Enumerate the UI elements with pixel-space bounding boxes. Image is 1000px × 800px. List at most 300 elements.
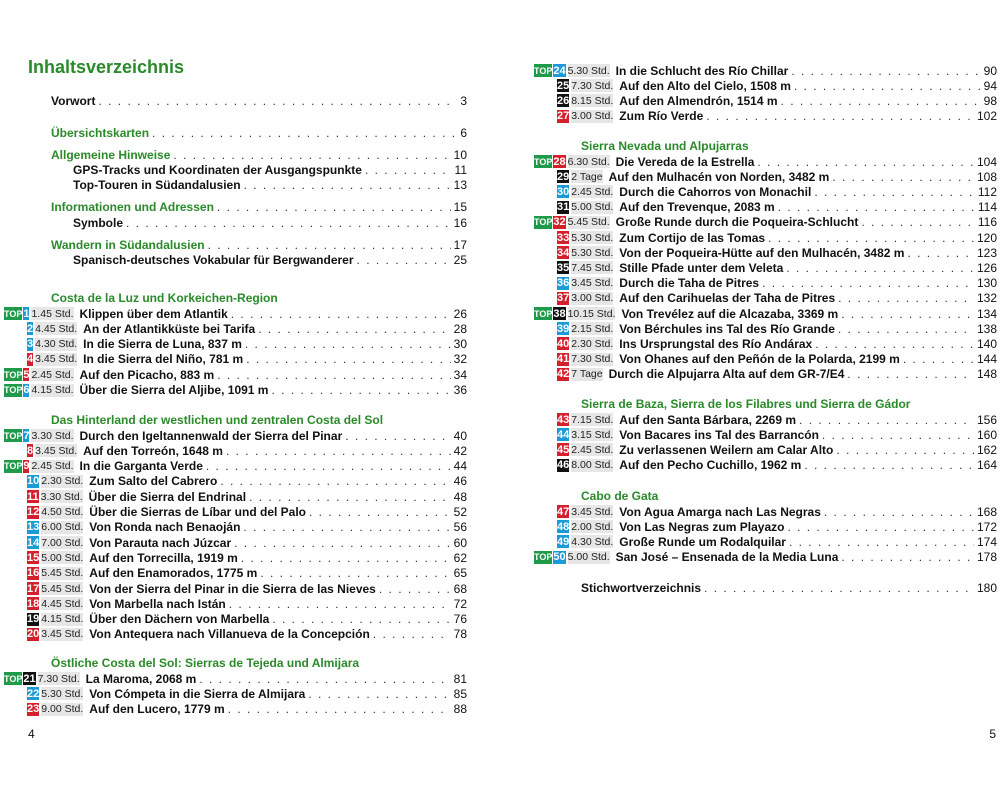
leader-dots: [98, 94, 457, 108]
tour-page: 60: [453, 535, 467, 550]
tour-entry: [534, 519, 997, 534]
toc-entry-title: Allgemeine Hinweise: [51, 147, 171, 162]
tour-entry: [4, 520, 467, 535]
tour-page: 178: [976, 550, 997, 565]
tour-page: 48: [453, 489, 467, 504]
tour-duration: 3.45 Std.: [571, 505, 614, 518]
section-heading: Cabo de Gata: [581, 489, 659, 503]
tour-entry: [534, 550, 997, 565]
tour-number-badge: 1: [23, 307, 30, 320]
tour-entry: [4, 581, 467, 596]
toc-entry-title: Symbole: [73, 215, 124, 230]
tour-page: 156: [976, 412, 997, 427]
tour-number-badge: 19: [27, 613, 40, 626]
tour-entry: [534, 78, 997, 93]
tour-number-badge: 34: [557, 246, 570, 259]
tour-duration: 7.00 Std.: [41, 536, 84, 549]
tour-duration: 4.15 Std.: [31, 384, 74, 396]
toc-entry-title: Wandern in Südandalusien: [51, 237, 205, 252]
tour-page: 30: [453, 337, 467, 352]
leader-dots: [226, 444, 451, 458]
tour-title: Auf den Picacho, 883 m: [79, 367, 215, 382]
leader-dots: [786, 261, 974, 275]
tour-number-badge: 37: [557, 292, 570, 305]
tour-page: 114: [977, 200, 997, 215]
tour-title: Auf den Pecho Cuchillo, 1962 m: [619, 458, 802, 473]
tour-entry: [4, 459, 467, 474]
tour-title: Von Marbella nach Istán: [89, 596, 226, 611]
leader-dots: [357, 253, 451, 267]
tour-duration: 5.00 Std.: [571, 201, 614, 214]
tour-title: La Maroma, 2068 m: [85, 671, 197, 686]
tour-title: Über die Sierra del Endrinal: [88, 489, 247, 504]
leader-dots: [228, 702, 451, 716]
tour-title: Von Agua Amarga nach Las Negras: [619, 504, 821, 519]
leader-dots: [861, 215, 975, 229]
tour-title: Durch die Cahorros von Monachil: [619, 184, 812, 199]
tour-page: 98: [983, 93, 997, 108]
toc-entry: [73, 215, 467, 230]
leader-dots: [841, 550, 974, 564]
tour-duration: 2.00 Std.: [571, 520, 614, 533]
leader-dots: [217, 368, 450, 382]
leader-dots: [787, 520, 974, 534]
toc-title: Inhaltsverzeichnis: [28, 57, 185, 77]
toc-entry: [73, 162, 467, 177]
tour-duration: 3.45 Std.: [35, 353, 78, 366]
tour-title: Von Bérchules ins Tal des Río Grande: [619, 321, 835, 336]
tour-title: Auf den Enamorados, 1775 m: [89, 566, 258, 581]
tour-page: 26: [453, 306, 467, 321]
tour-number-badge: 38: [553, 307, 566, 320]
tour-duration: 4.15 Std.: [41, 613, 84, 626]
tour-duration: 5.45 Std.: [41, 567, 84, 580]
tour-number-badge: 41: [557, 353, 570, 366]
tour-duration: 3.00 Std.: [571, 110, 614, 123]
tour-entry: [4, 428, 467, 443]
leader-dots: [778, 200, 975, 214]
leader-dots: [815, 337, 974, 351]
tour-number-badge: 47: [557, 505, 570, 518]
tour-number-badge: 7: [23, 429, 30, 442]
tour-page: 130: [976, 276, 997, 291]
leader-dots: [258, 322, 450, 336]
right-page: [500, 0, 1000, 800]
tour-page: 85: [453, 686, 467, 701]
tour-number-badge: 43: [557, 413, 570, 426]
leader-dots: [308, 687, 450, 701]
tour-duration: 5.00 Std.: [41, 551, 84, 564]
toc-entry-page: 10: [453, 147, 467, 162]
tour-duration: 5.45 Std.: [567, 216, 610, 229]
tour-title: Zum Cortijo de las Tomas: [619, 230, 766, 245]
leader-dots: [206, 459, 451, 473]
tour-title: Auf den Santa Bárbara, 2269 m: [619, 412, 797, 427]
toc-entry: [73, 252, 467, 267]
tour-title: Durch die Taha de Pitres: [619, 276, 760, 291]
toc-entry-title: Informationen und Adressen: [51, 199, 214, 214]
leader-dots: [244, 178, 451, 192]
tour-duration: 8.00 Std.: [571, 459, 614, 472]
leader-dots: [838, 322, 974, 336]
tour-entry: [534, 154, 997, 169]
tour-entry: [4, 566, 467, 581]
tour-number-badge: 44: [557, 428, 570, 441]
top-tour-badge: TOP: [4, 308, 23, 319]
tour-page: 102: [976, 109, 997, 124]
tour-duration: 2.45 Std.: [571, 443, 614, 456]
tour-entry: [4, 702, 467, 717]
tour-entry: [534, 200, 997, 215]
toc-entry-title: Stichwortverzeichnis: [581, 580, 702, 595]
tour-number-badge: 17: [27, 582, 40, 595]
tour-number-badge: 23: [27, 703, 40, 716]
leader-dots: [152, 126, 457, 140]
tour-entry: [4, 306, 467, 321]
tour-title: Von Parauta nach Júzcar: [89, 535, 232, 550]
tour-title: Zu verlassenen Weilern am Calar Alto: [619, 442, 834, 457]
tour-entry: [534, 412, 997, 427]
tour-number-badge: 6: [23, 384, 30, 396]
tour-title: Von Bacares ins Tal des Barrancón: [619, 427, 819, 442]
tour-entry: [4, 612, 467, 627]
tour-entry: [4, 535, 467, 550]
tour-entry: [534, 534, 997, 549]
top-tour-badge: TOP: [4, 385, 23, 395]
tour-duration: 5.30 Std.: [571, 231, 614, 244]
tour-title: Zum Río Verde: [619, 109, 704, 124]
leader-dots: [126, 216, 451, 230]
tour-entry: [534, 352, 997, 367]
toc-entry-index: [581, 580, 997, 595]
leader-dots: [199, 672, 450, 686]
tour-duration: 2.15 Std.: [571, 322, 614, 335]
tour-duration: 3.45 Std.: [35, 444, 78, 457]
tour-entry: [4, 443, 467, 458]
tour-page: 160: [976, 427, 997, 442]
toc-entry: [51, 147, 467, 162]
tour-entry: [534, 215, 997, 230]
tour-page: 40: [453, 428, 467, 443]
leader-dots: [246, 352, 450, 366]
tour-page: 68: [453, 581, 467, 596]
tour-title: Stille Pfade unter dem Veleta: [619, 260, 784, 275]
tour-title: Von der Sierra del Pinar in die Sierra de las Nieves: [89, 581, 376, 596]
top-tour-badge: TOP: [534, 308, 553, 319]
tour-duration: 2.45 Std.: [571, 185, 614, 198]
tour-entry: [534, 291, 997, 306]
tour-duration: 2 Tage: [571, 170, 603, 183]
tour-title: San José – Ensenada de la Media Luna: [615, 550, 839, 565]
leader-dots: [231, 307, 451, 321]
tour-duration: 2.30 Std.: [571, 337, 614, 350]
tour-number-badge: 2: [27, 322, 34, 335]
tour-entry: [4, 321, 467, 336]
leader-dots: [229, 597, 451, 611]
leader-dots: [794, 79, 981, 93]
tour-entry: [534, 93, 997, 108]
leader-dots: [241, 551, 451, 565]
top-tour-badge: TOP: [534, 156, 553, 167]
tour-number-badge: 27: [557, 110, 570, 123]
tour-title: Auf den Trevenque, 2083 m: [619, 200, 775, 215]
leader-dots: [762, 276, 974, 290]
tour-page: 44: [453, 459, 467, 474]
leader-dots: [824, 505, 974, 519]
tour-number-badge: 39: [557, 322, 570, 335]
tour-number-badge: 24: [553, 64, 566, 77]
tour-entry: [534, 109, 997, 124]
tour-duration: 7.30 Std.: [571, 79, 614, 92]
tour-duration: 7.30 Std.: [571, 353, 614, 366]
tour-title: Auf den Lucero, 1779 m: [89, 702, 225, 717]
tour-title: Durch den Igeltannenwald der Sierra del Pinar: [79, 428, 343, 443]
tour-number-badge: 31: [557, 201, 570, 214]
tour-title: In die Schlucht des Río Chillar: [615, 63, 789, 78]
tour-duration: 8.15 Std.: [571, 94, 614, 107]
tour-page: 65: [453, 566, 467, 581]
tour-number-badge: 8: [27, 444, 34, 457]
tour-page: 78: [453, 627, 467, 642]
tour-number-badge: 46: [557, 459, 570, 472]
tour-number-badge: 18: [27, 597, 40, 610]
tour-duration: 7.15 Std.: [571, 413, 614, 426]
tour-title: Durch die Alpujarra Alta auf dem GR-7/E4: [608, 367, 845, 382]
tour-number-badge: 12: [27, 506, 40, 518]
tour-title: In die Sierra de Luna, 837 m: [83, 337, 242, 352]
leader-dots: [822, 428, 974, 442]
section-heading: Östliche Costa del Sol: Sierras de Tejeda und Almijara: [51, 656, 360, 670]
top-tour-badge: TOP: [4, 369, 23, 380]
tour-page: 174: [976, 534, 997, 549]
tour-number-badge: 4: [27, 353, 34, 366]
tour-entry: [4, 671, 467, 686]
tour-number-badge: 50: [553, 551, 566, 564]
toc-entry-page: 11: [454, 162, 467, 177]
tour-page: 138: [976, 321, 997, 336]
tour-number-badge: 30: [557, 185, 570, 198]
tour-number-badge: 21: [23, 672, 36, 685]
tour-duration: 9.00 Std.: [41, 703, 84, 716]
top-tour-badge: TOP: [534, 217, 553, 228]
tour-number-badge: 32: [553, 216, 566, 229]
toc-entry-title: Top-Touren in Südandalusien: [73, 177, 241, 192]
tour-duration: 2.45 Std.: [31, 460, 74, 473]
tour-entry: [4, 352, 467, 367]
toc-entry-title: GPS-Tracks und Koordinaten der Ausgangspunkte: [73, 162, 362, 177]
tour-page: 140: [976, 336, 997, 351]
tour-duration: 6.30 Std.: [567, 155, 610, 168]
toc-entry: [51, 237, 467, 252]
tour-page: 112: [977, 184, 997, 199]
toc-entry-page: 6: [460, 125, 467, 140]
tour-duration: 2.30 Std.: [41, 475, 84, 488]
tour-title: Von Trevélez auf die Alcazaba, 3369 m: [621, 306, 839, 321]
leader-dots: [781, 94, 981, 108]
tour-title: Die Vereda de la Estrella: [615, 154, 755, 169]
tour-duration: 3.15 Std.: [571, 428, 614, 441]
tour-number-badge: 26: [557, 94, 570, 107]
top-tour-badge: TOP: [4, 461, 23, 472]
tour-duration: 7.45 Std.: [571, 261, 614, 274]
tour-page: 104: [976, 154, 997, 169]
tour-page: 108: [976, 169, 997, 184]
tour-duration: 5.45 Std.: [41, 582, 84, 595]
toc-entry-title: Spanisch-deutsches Vokabular für Bergwanderer: [73, 252, 354, 267]
leader-dots: [804, 458, 974, 472]
toc-entry: [51, 93, 467, 108]
tour-entry: [534, 442, 997, 457]
tour-title: Große Runde durch die Poqueira-Schlucht: [615, 215, 859, 230]
section-heading: Sierra de Baza, Sierra de los Filabres und Sierra de Gádor: [581, 397, 911, 411]
leader-dots: [814, 185, 975, 199]
leader-dots: [847, 367, 974, 381]
tour-page: 132: [976, 291, 997, 306]
tour-page: 56: [453, 520, 467, 535]
toc-entry-page: 3: [460, 93, 467, 108]
tour-page: 144: [976, 352, 997, 367]
tour-page: 116: [977, 215, 997, 230]
tour-title: An der Atlantikküste bei Tarifa: [83, 321, 256, 336]
tour-duration: 3.30 Std.: [40, 490, 83, 503]
section-heading: Costa de la Luz und Korkeichen-Region: [51, 291, 278, 305]
tour-page: 94: [983, 78, 997, 93]
leader-dots: [836, 443, 974, 457]
tour-entry: [4, 337, 467, 352]
leader-dots: [838, 291, 974, 305]
tour-entry: [534, 230, 997, 245]
tour-page: 164: [976, 458, 997, 473]
tour-page: 36: [453, 383, 467, 397]
tour-entry: [4, 550, 467, 565]
toc-entry-page: 13: [453, 177, 467, 192]
tour-entry: [4, 596, 467, 611]
leader-dots: [903, 352, 974, 366]
tour-page: 76: [453, 612, 467, 627]
tour-number-badge: 36: [557, 277, 570, 290]
leader-dots: [234, 536, 451, 550]
tour-page: 148: [976, 367, 997, 382]
tour-duration: 4.45 Std.: [35, 322, 78, 335]
tour-duration: 5.30 Std.: [41, 687, 84, 700]
toc-entry-page: 25: [453, 252, 467, 267]
tour-duration: 4.30 Std.: [571, 535, 614, 548]
leader-dots: [373, 627, 451, 641]
tour-title: Auf den Torrecilla, 1919 m: [89, 550, 238, 565]
tour-number-badge: 16: [27, 567, 40, 580]
top-tour-badge: TOP: [4, 673, 23, 684]
tour-page: 72: [453, 596, 467, 611]
tour-duration: 3.45 Std.: [41, 628, 84, 641]
leader-dots: [789, 535, 974, 549]
tour-number-badge: 29: [557, 170, 570, 183]
leader-dots: [309, 505, 451, 519]
tour-title: Auf den Almendrón, 1514 m: [619, 93, 778, 108]
tour-entry: [534, 427, 997, 442]
section-heading: Das Hinterland der westlichen und zentralen Costa del Sol: [51, 413, 384, 427]
tour-number-badge: 13: [27, 521, 40, 534]
tour-entry: [534, 260, 997, 275]
tour-page: 162: [976, 442, 997, 457]
tour-title: In die Sierra del Niño, 781 m: [83, 352, 244, 367]
page-number-right: 5: [989, 727, 996, 741]
tour-page: 81: [453, 671, 467, 686]
tour-title: Über die Sierra del Aljibe, 1091 m: [79, 383, 269, 397]
leader-dots: [706, 109, 974, 123]
tour-title: Von der Poqueira-Hütte auf den Mulhacén, 3482 m: [619, 245, 905, 260]
tour-title: Auf den Carihuelas der Taha de Pitres: [619, 291, 836, 306]
tour-title: Auf den Mulhacén von Norden, 3482 m: [608, 169, 830, 184]
top-tour-badge: TOP: [534, 552, 553, 563]
tour-number-badge: 5: [23, 368, 30, 381]
tour-number-badge: 22: [27, 687, 40, 700]
tour-title: Von Ronda nach Benaoján: [89, 520, 241, 535]
tour-duration: 10.15 Std.: [567, 307, 616, 320]
tour-entry: [4, 383, 467, 398]
tour-title: Über den Dächern von Marbella: [89, 612, 270, 627]
tour-title: Von Las Negras zum Playazo: [619, 519, 785, 534]
tour-title: Von Antequera nach Villanueva de la Concepción: [89, 627, 370, 642]
leader-dots: [220, 474, 450, 488]
leader-dots: [173, 148, 450, 162]
leader-dots: [245, 337, 451, 351]
tour-number-badge: 42: [557, 368, 570, 381]
toc-entry: [73, 177, 467, 192]
tour-title: Große Runde um Rodalquilar: [619, 534, 786, 549]
tour-number-badge: 28: [553, 155, 566, 168]
tour-entry: [4, 686, 467, 701]
tour-title: Von Ohanes auf den Peñón de la Polarda, 2199 m: [619, 352, 900, 367]
tour-duration: 4.50 Std.: [41, 506, 84, 518]
tour-title: Von Cómpeta in die Sierra de Almijara: [89, 686, 306, 701]
tour-title: Zum Salto del Cabrero: [89, 474, 218, 489]
leader-dots: [345, 429, 450, 443]
tour-page: 126: [976, 260, 997, 275]
tour-title: Ins Ursprungstal des Río Andárax: [619, 336, 813, 351]
toc-entry-page: 15: [453, 199, 467, 214]
leader-dots: [757, 155, 974, 169]
tour-page: 134: [976, 306, 997, 321]
tour-page: 32: [453, 352, 467, 367]
tour-entry: [534, 276, 997, 291]
tour-page: 88: [453, 702, 467, 717]
toc-entry-page: 180: [976, 580, 997, 595]
tour-number-badge: 15: [27, 551, 40, 564]
leader-dots: [791, 64, 980, 78]
tour-entry: [534, 245, 997, 260]
tour-page: 120: [976, 230, 997, 245]
tour-entry: [534, 504, 997, 519]
tour-duration: 5.30 Std.: [567, 64, 610, 77]
tour-number-badge: 35: [557, 261, 570, 274]
toc-entry-title: Vorwort: [51, 93, 96, 108]
tour-duration: 6.00 Std.: [41, 521, 84, 534]
tour-entry: [534, 184, 997, 199]
leader-dots: [217, 200, 451, 214]
tour-number-badge: 49: [557, 535, 570, 548]
leader-dots: [365, 163, 452, 177]
tour-number-badge: 45: [557, 443, 570, 456]
tour-entry: [4, 489, 467, 504]
tour-duration: 3.30 Std.: [31, 429, 74, 442]
tour-duration: 3.00 Std.: [571, 292, 614, 305]
toc-entry-page: 17: [453, 237, 467, 252]
tour-entry: [534, 367, 997, 382]
leader-dots: [704, 581, 974, 595]
page-number-left: 4: [28, 727, 35, 741]
toc-entry: [51, 199, 467, 214]
tour-entry: [4, 367, 467, 382]
